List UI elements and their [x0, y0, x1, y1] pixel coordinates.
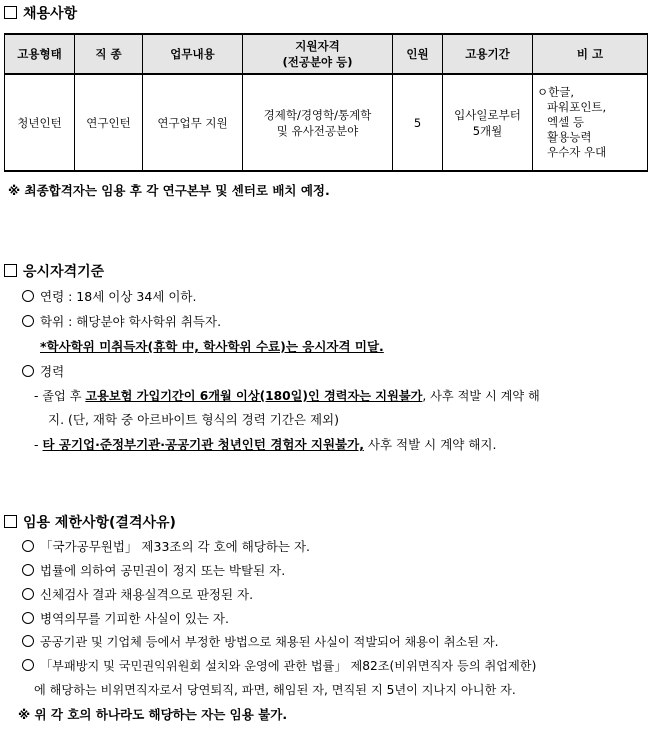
checkbox-square-icon — [4, 6, 17, 19]
restriction-item-cont: 에 해당하는 비위면직자로서 당연퇴직, 파면, 해임된 자, 면직된 지 5년이 지나지 아니한 자. — [34, 683, 516, 697]
restriction-item: 신체검사 결과 채용실격으로 판정된 자. — [22, 585, 253, 603]
section-title-eligibility: 응시자격기준 — [4, 261, 104, 281]
recruitment-table — [4, 33, 648, 172]
restriction-footnote: ※ 위 각 호의 하나라도 해당하는 자는 임용 불가. — [18, 707, 288, 722]
eligibility-age: 연령 : 18세 이상 34세 이하. — [22, 287, 196, 305]
cell-qualification: 경제학/경영학/통계학 및 유사전공분야 — [243, 74, 393, 171]
cell-job-type: 연구인턴 — [75, 74, 143, 171]
career-rule-1: - 졸업 후 고용보험 가입기간이 6개월 이상(180일)인 경력자는 지원불가, 사후 적발 시 계약 해 — [34, 389, 540, 403]
restriction-item: 「국가공무원법」 제33조의 각 호에 해당하는 자. — [22, 537, 310, 555]
degree-note: *학사학위 미취득자(휴학 中, 학사학위 수료)는 응시자격 미달. — [40, 339, 384, 354]
header-employment-type: 고용형태 — [5, 34, 75, 74]
section-title-recruitment: 채용사항 — [4, 3, 77, 23]
eligibility-degree: 학위 : 해당분야 학사학위 취득자. — [22, 312, 221, 330]
header-qualification: 지원자격 (전공분야 등) — [243, 34, 393, 74]
restriction-item: 법률에 의하여 공민권이 정지 또는 박탈된 자. — [22, 561, 285, 579]
eligibility-career: 경력 — [22, 362, 64, 380]
circle-bullet-icon — [22, 365, 34, 377]
header-headcount: 인원 — [393, 34, 443, 74]
circle-bullet-icon — [22, 588, 34, 600]
header-duties: 업무내용 — [143, 34, 243, 74]
section-title-restrictions: 임용 제한사항(결격사유) — [4, 512, 176, 532]
circle-bullet-icon — [22, 564, 34, 576]
circle-bullet-icon — [22, 612, 34, 624]
placement-footnote: ※ 최종합격자는 임용 후 각 연구본부 및 센터로 배치 예정. — [8, 183, 330, 198]
circle-bullet-icon — [22, 315, 34, 327]
career-rule-1-cont: 지. (단, 재학 중 아르바이트 형식의 경력 기간은 제외) — [48, 412, 339, 427]
circle-bullet-icon — [22, 540, 34, 552]
circle-bullet-icon — [22, 635, 34, 647]
checkbox-square-icon — [4, 264, 17, 277]
restriction-item: 「부패방지 및 국민권익위원회 설치와 운영에 관한 법률」 제82조(비위면직자 등의 취업제한) — [22, 657, 536, 674]
cell-headcount: 5 — [393, 74, 443, 171]
header-period: 고용기간 — [443, 34, 533, 74]
cell-duties: 연구업무 지원 — [143, 74, 243, 171]
cell-remarks: ㅇ한글, 파워포인트, 엑셀 등 활용능력 우수자 우대 — [533, 74, 648, 171]
header-job-type: 직 종 — [75, 34, 143, 74]
career-rule-2: - 타 공기업·준정부기관·공공기관 청년인턴 경험자 지원불가, 사후 적발 시 계약 해지. — [34, 437, 497, 452]
cell-period: 입사일로부터 5개월 — [443, 74, 533, 171]
header-remarks: 비 고 — [533, 34, 648, 74]
table-row — [5, 74, 648, 171]
checkbox-square-icon — [4, 515, 17, 528]
restriction-item: 공공기관 및 기업체 등에서 부정한 방법으로 채용된 사실이 적발되어 채용이 취소된 자. — [22, 633, 499, 650]
circle-bullet-icon — [22, 659, 34, 671]
restriction-item: 병역의무를 기피한 사실이 있는 자. — [22, 609, 229, 627]
table-header-row — [5, 34, 648, 74]
circle-bullet-icon — [22, 290, 34, 302]
cell-employment-type: 청년인턴 — [5, 74, 75, 171]
